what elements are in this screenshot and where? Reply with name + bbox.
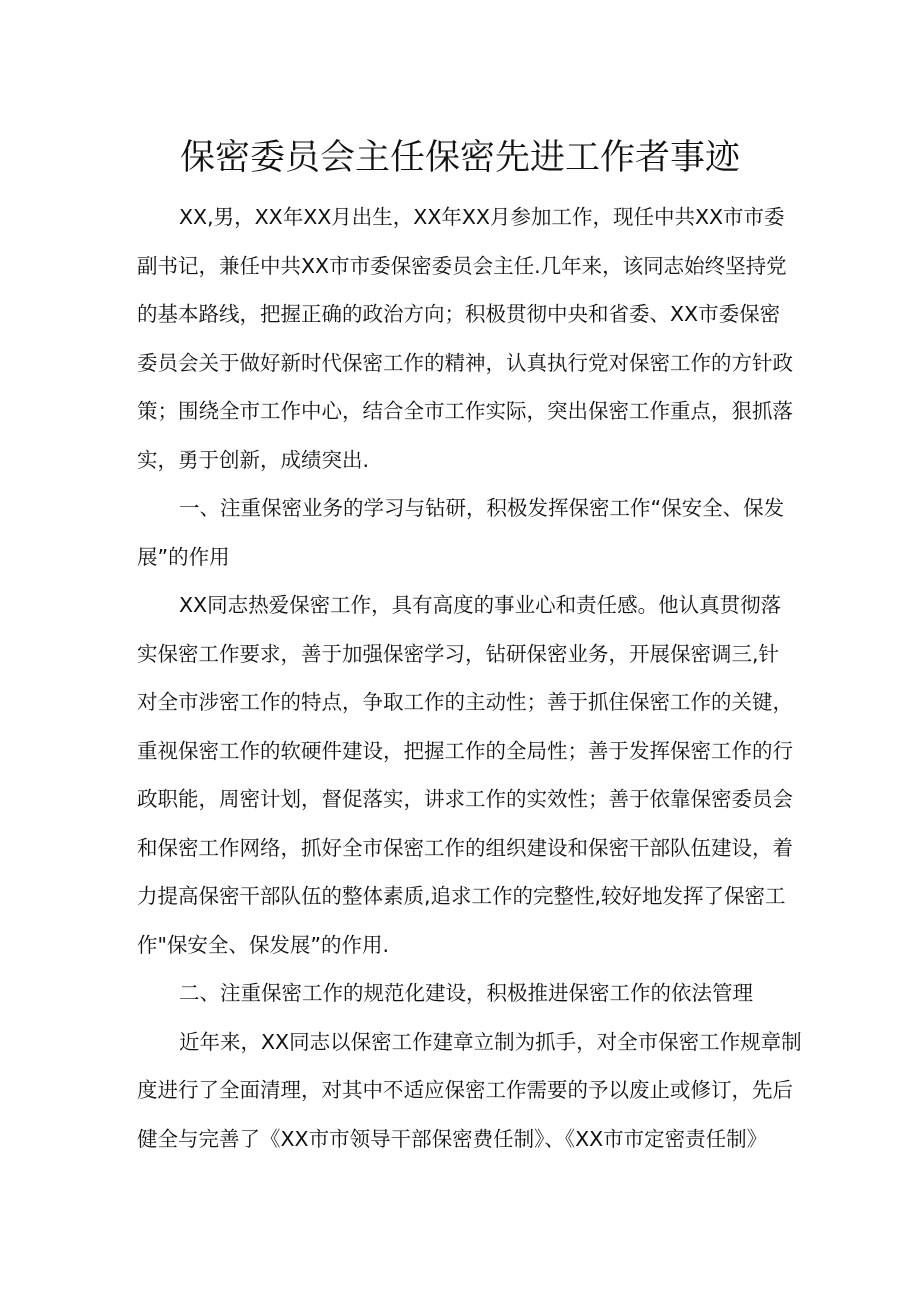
paragraph-line: 对全市涉密工作的特点，争取工作的主动性；善于抓住保密工作的关键， [137,690,793,714]
paragraph-line: 健全与完善了《XX市市领导干部保密费任制》、《XX市市定密责任制》 [137,1126,768,1151]
document-body [137,193,802,1163]
paragraph-line: 的基本路线，把握正确的政治方向；积极贯彻中央和省委、XX市委保密 [137,302,781,326]
paragraph-section-1 [137,581,793,969]
heading-line: 一、注重保密业务的学习与钻研，积极发挥保密工作“保安全、保发 [179,496,785,520]
paragraph-line: 力提高保密干部队伍的整体素质,追求工作的完整性,较好地发挥了保密工 [137,884,786,908]
paragraph-line: 实保密工作要求，善于加强保密学习，钻研保密业务，开展保密调三,针 [137,641,780,666]
paragraph-line: XX同志热爱保密工作，具有高度的事业心和责任感。他认真贯彻落 [179,593,782,617]
document-title: 保密委员会主任保密先进工作者事迹 [179,138,740,178]
heading-line: 展”的作用 [137,544,230,569]
paragraph-line: 副书记，兼任中共XX市市委保密委员会主任.几年来，该同志始终坚持党 [137,253,787,278]
paragraph-line: 作"保安全、保发展”的作用. [137,932,390,957]
paragraph-line: XX,男，XX年XX月出生，XX年XX月参加工作，现任中共XX市市委 [179,205,785,229]
paragraph-line: 策；围绕全市工作中心，结合全市工作实际，突出保密工作重点，狠抓落 [137,399,793,423]
paragraph-line: 度进行了全面清理，对其中不适应保密工作需要的予以废止或修订，先后 [137,1078,793,1102]
paragraph-line: 近年来，XX同志以保密工作建章立制为抓手，对全市保密工作规章制 [179,1029,802,1054]
section-heading-2 [137,969,787,1018]
section-heading-1 [137,484,787,581]
paragraph-line: 重视保密工作的软硬件建设，把握工作的全局性；善于发挥保密工作的行 [137,738,793,763]
paragraph-line: 和保密工作网络，抓好全市保密工作的组织建设和保密干部队伍建设，着 [137,835,793,860]
paragraph-intro [137,193,793,484]
paragraph-line: 政职能，周密计划，督促落实，讲求工作的实效性；善于依靠保密委员会 [137,787,793,811]
paragraph-line: 实，勇于创新，成绩突出. [137,447,370,472]
paragraph-section-2 [137,1018,802,1164]
heading-line: 二、注重保密工作的规范化建设，积极推进保密工作的依法管理 [179,981,753,1005]
paragraph-line: 委员会关于做好新时代保密工作的精神，认真执行党对保密工作的方针政 [137,350,793,375]
